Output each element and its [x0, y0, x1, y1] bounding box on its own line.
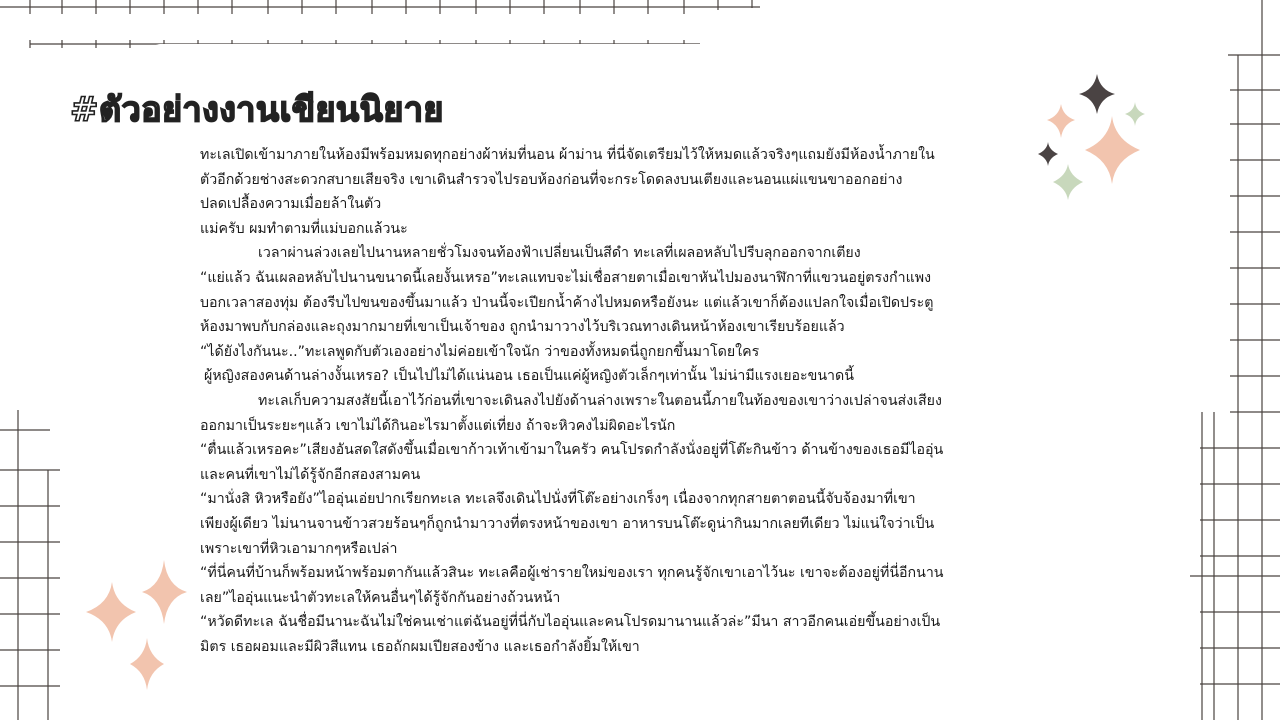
sparkle-stars-top-right: [1035, 70, 1155, 210]
story-line: ตัวอีกด้วยช่างสะดวกสบายเสียจริง เขาเดินสำรวจไปรอบห้องก่อนที่จะกระโดดลงบนเตียงและนอนแผ่แขนขาออกอย่าง: [200, 171, 903, 188]
star-peach-bottom-icon: [130, 638, 164, 690]
star-peach-medium-icon: [86, 582, 136, 642]
story-line: เพราะเขาที่หิวเอามากๆหรือเปล่า: [200, 540, 398, 557]
star-dark-icon: [1079, 74, 1115, 114]
star-sage-icon: [1125, 102, 1145, 126]
story-line: บอกเวลาสองทุ่ม ต้องรีบไปขนของขึ้นมาแล้ว ป่านนี้จะเปียกน้ำค้างไปหมดหรือยังนะ แต่แล้วเขาก็ต้องแปลกใจเมื่อเปิดประตู: [200, 294, 934, 311]
sparkle-stars-bottom-left: [80, 556, 200, 696]
story-line: ห้องมาพบกับกล่องและถุงมากมายที่เขาเป็นเจ้าของ ถูกนำมาวางไว้บริเวณทางเดินหน้าห้องเขาเรียบร้อยแล้ว: [200, 319, 845, 336]
star-peach-small-icon: [1047, 104, 1075, 138]
star-peach-tall-icon: [142, 560, 187, 624]
story-line: “แย่แล้ว ฉันเผลอหลับไปนานขนาดนี้เลยงั้นเหรอ”ทะเลแทบจะไม่เชื่อสายตาเมื่อเขาหันไปมองนาฬิกาที่แขวนอยู่ตรงกำแพง: [200, 269, 932, 286]
torn-paper-top-bottom: [150, 44, 790, 64]
story-line: และคนที่เขาไม่ได้รู้จักอีกสองสามคน: [200, 466, 421, 483]
story-line: ปลดเปลื้องความเมื่อยล้าในตัว: [200, 196, 382, 213]
star-dark-small-icon: [1038, 142, 1058, 166]
star-peach-large-icon: [1085, 116, 1140, 184]
story-line: “ได้ยังไงกันนะ..”ทะเลพูดกับตัวเองอย่างไม่ค่อยเข้าใจนัก ว่าของทั้งหมดนี่ถูกยกขึ้นมาโดยใคร: [200, 343, 760, 360]
story-line: ผู้หญิงสองคนด้านล่างงั้นเหรอ? เป็นไปไม่ได้แน่นอน เธอเป็นแค่ผู้หญิงตัวเล็กๆเท่านั้น ไม่น่ามีแรงเยอะขนาดนี้: [204, 368, 854, 385]
grid-decoration-bottom-left: [0, 410, 70, 720]
story-line: แม่ครับ ผมทำตามที่แม่บอกแล้วนะ: [200, 220, 408, 237]
star-sage-bottom-icon: [1053, 164, 1083, 200]
story-line: “มานั่งสิ หิวหรือยัง”ไออุ่นเอ่ยปากเรียกทะเล ทะเลจึงเดินไปนั่งที่โต๊ะอย่างเกร็งๆ เนื่องจากทุกสายตาตอนนี้จับจ้องมาที่เขา: [200, 491, 916, 508]
story-line: เลย”ไออุ่นแนะนำตัวทะเลให้คนอื่นๆได้รู้จักกันอย่างถ้วนหน้า: [200, 589, 561, 606]
torn-paper-top: [0, 14, 760, 40]
grid-decoration-right: [1190, 0, 1280, 720]
story-line: “หวัดดีทะเล ฉันชื่อมีนานะฉันไม่ใช่คนเช่าแต่ฉันอยู่ที่นี่กับไออุ่นและคนโปรดมานานแล้วล่ะ”มีนา สาวอีกคนเอ่ยขึ้นอย่างเป็น: [200, 614, 941, 631]
story-line: “ตื่นแล้วเหรอคะ”เสียงอันสดใสดังขึ้นเมื่อเขาก้าวเท้าเข้ามาในครัว คนโปรดกำลังนั่งอยู่ที่โต๊ะกินข้าว ด้านข้างของเธอมีไออุ่น: [200, 442, 944, 459]
page-title: #ตัวอย่างงานเขียนนิยาย: [70, 90, 444, 130]
story-body: [200, 143, 1030, 659]
story-line: เวลาผ่านล่วงเลยไปนานหลายชั่วโมงจนท้องฟ้าเปลี่ยนเป็นสีดำ ทะเลที่เผลอหลับไปรีบลุกออกจากเตียง: [258, 245, 861, 262]
story-line: ทะเลเก็บความสงสัยนี้เอาไว้ก่อนที่เขาจะเดินลงไปยังด้านล่างเพราะในตอนนี้ภายในท้องของเขาว่างเปล่าจนส่งเสียง: [258, 392, 942, 409]
story-line: มิตร เธอผอมและมีผิวสีแทน เธอถักผมเปียสองข้าง และเธอกำลังยิ้มให้เขา: [200, 638, 640, 655]
story-line: ทะเลเปิดเข้ามาภายในห้องมีพร้อมหมดทุกอย่างผ้าห่มที่นอน ผ้าม่าน ที่นี่จัดเตรียมไว้ให้หมดแล้วจริงๆแถมยังมีห้องน้ำภายใน: [200, 147, 935, 163]
story-line: เพียงผู้เดียว ไม่นานจานข้าวสวยร้อนๆก็ถูกนำมาวางที่ตรงหน้าของเขา อาหารบนโต๊ะดูน่ากินมากเลยทีเดียว ไม่แน่ใจว่าเป็น: [200, 515, 935, 532]
story-line: “ที่นี่คนที่บ้านก็พร้อมหน้าพร้อมตากันแล้วสินะ ทะเลคือผู้เช่ารายใหม่ของเรา ทุกคนรู้จักเขาเอาไว้นะ เขาจะต้องอยู่ที่นี่อีกนาน: [200, 565, 944, 582]
story-line: ออกมาเป็นระยะๆแล้ว เขาไม่ได้กินอะไรมาตั้งแต่เที่ยง ถ้าจะหิวคงไม่ผิดอะไรนัก: [200, 417, 676, 434]
